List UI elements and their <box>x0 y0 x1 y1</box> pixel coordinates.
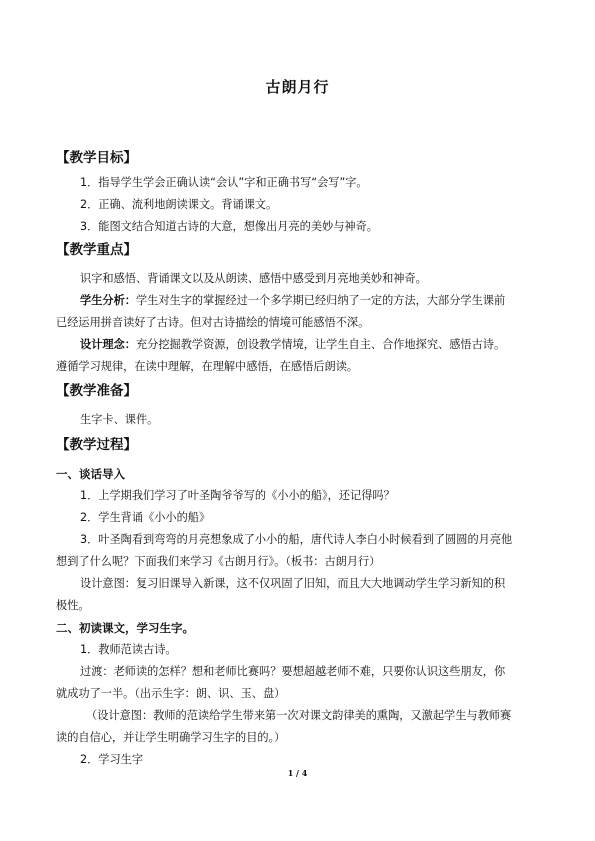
concept-line-1 <box>80 337 505 352</box>
concept-line-2: 遵循学习规律，在读中理解，在理解中感悟，在感悟后朗读。 <box>56 360 359 373</box>
analysis-label: 学生分析： <box>80 294 136 307</box>
concept-text: 充分挖掘教学资源，创设教学情境，让学生自主、合作地探究、感悟古诗。 <box>135 338 506 351</box>
part1-item-3-line2: 想到了什么呢？下面我们来学习《古朗月行》。（板书：古朗月行） <box>56 555 381 568</box>
part1-intent-line2: 极性。 <box>56 599 90 612</box>
part2-transition-line1: 过渡：老师读的怎样？想和老师比赛吗？要想超越老师不难，只要你认识这些朋友，你 <box>80 665 506 678</box>
prep-text: 生字卡、课件。 <box>80 413 159 426</box>
process-part2-heading: 二、初读课文，学习生字。 <box>56 621 194 635</box>
section-heading-goals: 【教学目标】 <box>56 150 137 166</box>
goal-item-3: 3．能图文结合知道古诗的大意，想像出月亮的美妙与神奇。 <box>80 220 378 233</box>
part1-intent-line1: 设计意图：复习旧课导入新课，这不仅巩固了旧知，而且大大地调动学生学习新知的积 <box>80 577 506 590</box>
goal-item-1: 1．指导学生学会正确认读“会认”字和正确书写“会写”字。 <box>80 176 368 189</box>
part2-transition-line2: 就成功了一半。（出示生字：朗、识、玉、盘） <box>56 687 286 700</box>
analysis-text: 学生对生字的掌握经过一个多学期已经归纳了一定的方法，大部分学生课前 <box>135 294 506 307</box>
part2-intent-line2: 读的自信心，并让学生明确学习生字的目的。） <box>56 731 286 744</box>
analysis-line-1 <box>80 293 505 308</box>
concept-label: 设计理念： <box>80 338 136 351</box>
page-title: 古朗月行 <box>265 78 330 96</box>
part2-item-2: 2．学习生字 <box>80 753 144 766</box>
analysis-line-2: 已经运用拼音读好了古诗。但对古诗描绘的情境可能感悟不深。 <box>56 316 370 329</box>
part2-intent-line1: （设计意图：教师的范读给学生带来第一次对课文韵律美的熏陶，又激起学生与教师赛 <box>86 709 512 722</box>
section-heading-process: 【教学过程】 <box>56 437 137 453</box>
process-part1-heading: 一、谈话导入 <box>56 467 125 481</box>
section-heading-prep: 【教学准备】 <box>56 383 137 399</box>
focus-text: 识字和感悟、背诵课文以及从朗读、感悟中感受到月亮地美妙和神奇。 <box>80 272 427 285</box>
part1-item-3-line1: 3．叶圣陶看到弯弯的月亮想象成了小小的船，唐代诗人李白小时候看到了圆圆的月亮他 <box>80 533 513 546</box>
part2-item-1: 1．教师范读古诗。 <box>80 643 177 656</box>
goal-item-2: 2．正确、流利地朗读课文。背诵课文。 <box>80 198 278 211</box>
section-heading-focus: 【教学重点】 <box>56 242 137 258</box>
page-number: 1 / 4 <box>287 768 308 778</box>
part1-item-1: 1．上学期我们学习了叶圣陶爷爷写的《小小的船》，还记得吗？ <box>80 489 395 502</box>
part1-item-2: 2．学生背诵《小小的船》 <box>80 511 211 524</box>
